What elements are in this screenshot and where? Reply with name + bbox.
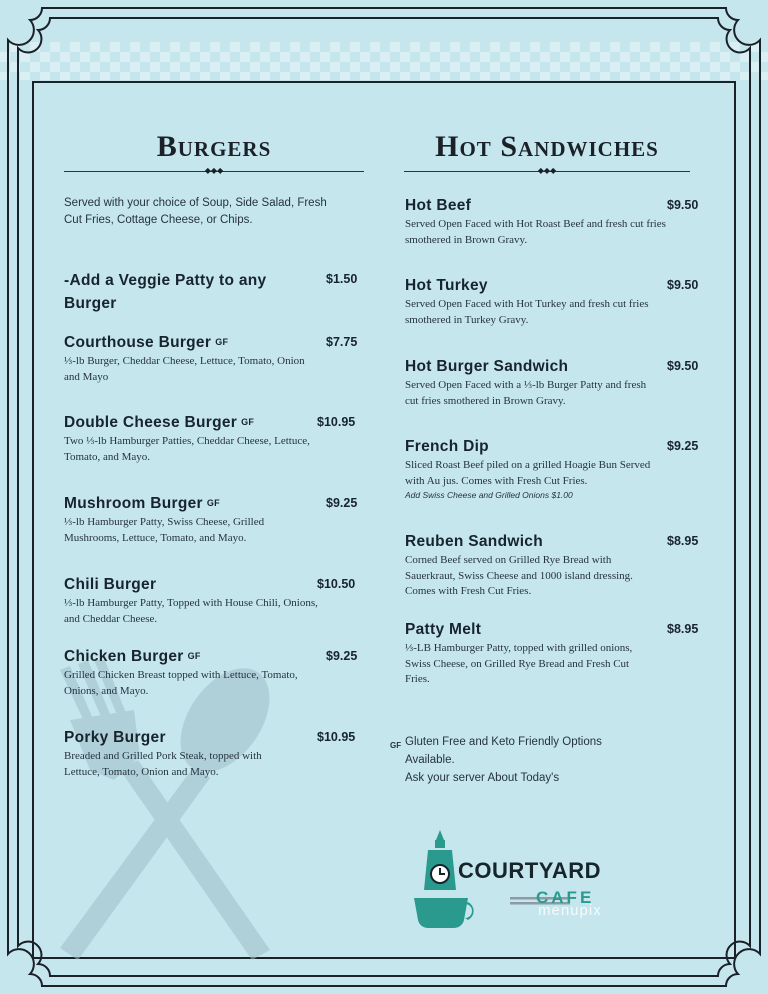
gluten-free-badge: GF <box>390 741 402 750</box>
item-name: Porky Burger <box>64 729 166 746</box>
item-description: Sliced Roast Beef piled on a grilled Hoagie Bun Served with Au jus. Comes with Fresh Cut Fries. <box>405 459 651 487</box>
menu-item-chicken-burger <box>64 648 364 699</box>
item-name: Double Cheese Burger <box>64 414 238 431</box>
item-price: $9.50 <box>667 278 699 292</box>
logo-subtitle: CAFE <box>536 888 595 907</box>
gluten-free-badge: GF <box>215 337 229 347</box>
item-description: Breaded and Grilled Pork Steak, topped with Lettuce, Tomato, Onion and Mayo. <box>64 750 262 778</box>
menu-item-veggie-patty <box>64 269 364 315</box>
footnote-line-1: Gluten Free and Keto Friendly Options Available. <box>405 736 602 766</box>
item-description: Grilled Chicken Breast topped with Lettuce, Tomato, Onions, and Mayo. <box>64 669 298 697</box>
diamond-ornament-icon: ◆◆◆ <box>204 166 224 175</box>
menu-item-courthouse-burger <box>64 334 364 385</box>
item-description: ⅓-LB Hamburger Patty, topped with grilled onions, Swiss Cheese, on Grilled Rye Bread and Fresh Cut Fries. <box>405 642 633 685</box>
item-price: $1.50 <box>326 272 358 286</box>
sandwiches-heading: Hot Sandwiches <box>435 130 659 163</box>
gluten-free-badge: GF <box>241 417 255 427</box>
item-name: French Dip <box>405 438 489 455</box>
item-description: Corned Beef served on Grilled Rye Bread with Sauerkraut, Swiss Cheese and 1000 island dressing. Comes with Fresh Cut Fries. <box>405 554 633 597</box>
menupix-watermark: menupix <box>538 902 602 919</box>
menu-item-french-dip <box>405 438 705 500</box>
menu-item-patty-melt <box>405 621 705 688</box>
menu-item-chili-burger <box>64 576 364 627</box>
diamond-ornament-icon: ◆◆◆ <box>537 166 557 175</box>
item-name: Patty Melt <box>405 621 482 638</box>
item-price: $8.95 <box>667 534 699 548</box>
footnote-line-2: Ask your server About Today's <box>405 772 560 784</box>
item-name: Hot Turkey <box>405 277 488 294</box>
item-description: Served Open Faced with a ⅓-lb Burger Patty and fresh cut fries smothered in Brown Gravy. <box>405 379 647 407</box>
item-price: $9.50 <box>667 198 699 212</box>
gluten-free-footnote <box>390 733 650 787</box>
item-price: $9.25 <box>326 649 358 663</box>
item-description: ⅓-lb Hamburger Patty, Topped with House Chili, Onions, and Cheddar Cheese. <box>64 597 318 625</box>
item-name: Courthouse Burger <box>64 334 212 351</box>
item-price: $10.95 <box>317 730 356 744</box>
item-description: ⅓-lb Hamburger Patty, Swiss Cheese, Grilled Mushrooms, Lettuce, Tomato, and Mayo. <box>64 516 265 544</box>
item-name: -Add a Veggie Patty to any Burger <box>64 272 267 312</box>
item-price: $7.75 <box>326 335 358 349</box>
item-price: $10.95 <box>317 415 356 429</box>
item-name: Chicken Burger <box>64 648 184 665</box>
courtyard-cafe-logo <box>410 828 650 938</box>
logo-wordmark: COURTYARD <box>458 858 602 883</box>
menu-item-hot-beef <box>405 197 705 248</box>
item-description: Served Open Faced with Hot Roast Beef and fresh cut fries smothered in Brown Gravy. <box>405 218 666 246</box>
item-description: Served Open Faced with Hot Turkey and fresh cut fries smothered in Turkey Gravy. <box>405 298 649 326</box>
item-name: Chili Burger <box>64 576 157 593</box>
menu-item-hot-turkey <box>405 277 705 328</box>
item-name: Reuben Sandwich <box>405 533 543 550</box>
menu-item-hot-burger-sandwich <box>405 358 705 409</box>
item-price: $10.50 <box>317 577 356 591</box>
item-addon-note: Add Swiss Cheese and Grilled Onions $1.00 <box>405 490 573 500</box>
item-name: Hot Beef <box>405 197 472 214</box>
item-name: Hot Burger Sandwich <box>405 358 569 375</box>
gluten-free-badge: GF <box>206 498 220 508</box>
item-description: ⅓-lb Burger, Cheddar Cheese, Lettuce, Tomato, Onion and Mayo <box>64 355 305 383</box>
menu-item-porky-burger <box>64 729 364 780</box>
item-description: Two ⅓-lb Hamburger Patties, Cheddar Cheese, Lettuce, Tomato, and Mayo. <box>64 435 310 463</box>
gluten-free-badge: GF <box>187 651 201 661</box>
menu-item-mushroom-burger <box>64 495 364 546</box>
item-name: Mushroom Burger <box>64 495 203 512</box>
item-price: $9.25 <box>326 496 358 510</box>
menu-item-reuben-sandwich <box>405 533 705 600</box>
fork-and-spoon-icon <box>30 660 290 970</box>
item-price: $9.25 <box>667 439 699 453</box>
burgers-intro: Served with your choice of Soup, Side Salad, Fresh Cut Fries, Cottage Cheese, or Chips. <box>64 197 327 226</box>
item-price: $8.95 <box>667 622 699 636</box>
item-price: $9.50 <box>667 359 699 373</box>
menu-item-double-cheese-burger <box>64 414 364 465</box>
burgers-heading: Burgers <box>156 130 272 163</box>
